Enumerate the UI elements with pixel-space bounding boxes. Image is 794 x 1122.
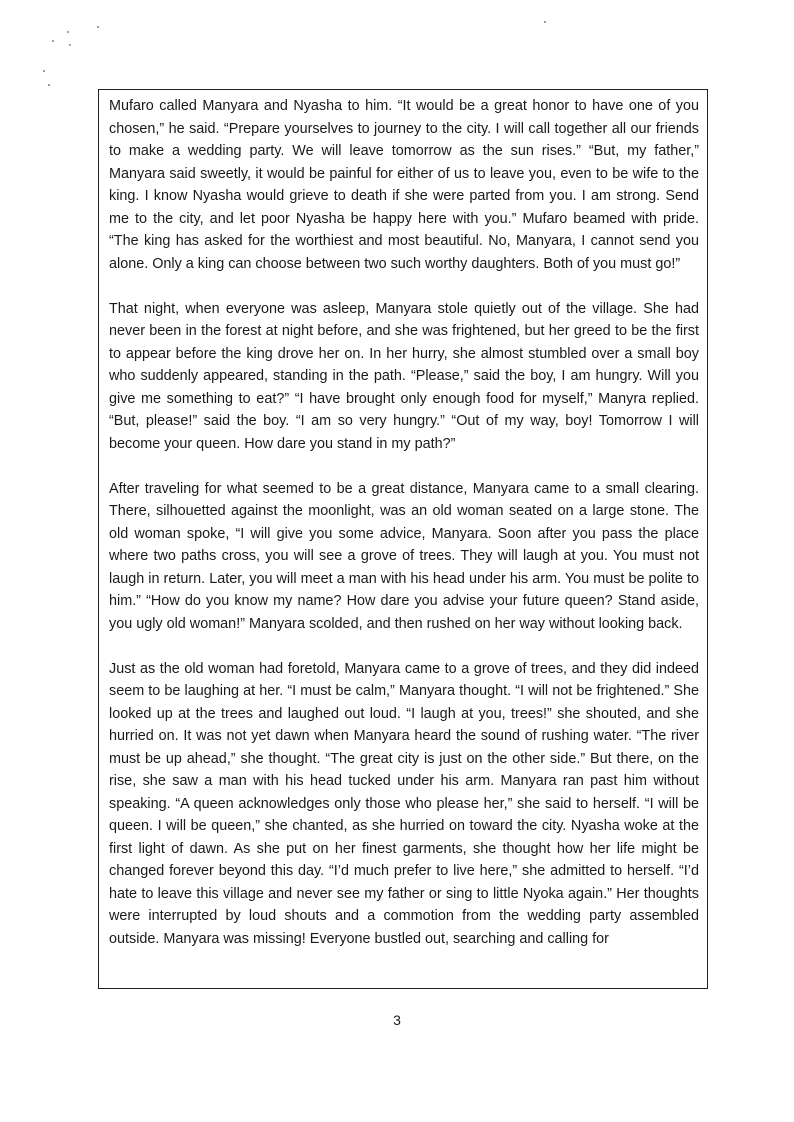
scan-speck xyxy=(43,70,45,72)
paragraph: After traveling for what seemed to be a great distance, Manyara came to a small clearing. There, silhouetted against the moonlight, was an old woman seated on a large stone. The old woman spoke, “I will give you some advice, Manyara. Soon after you pass the place where two paths cross, you will see a grove of trees. They will laugh at you. You must not laugh in return. Later, you will meet a man with his head under his arm. You must be polite to him.” “How do you know my name? How dare you advise your future queen? Stand aside, you ugly old woman!” Manyara scolded, and then rushed on her way without looking back. xyxy=(109,480,699,632)
paragraph: Mufaro called Manyara and Nyasha to him. “It would be a great honor to have one of you chosen,” he said. “Prepare yourselves to journey to the city. I will call together all our friends to make a wedding party. We will leave tomorrow as the sun rises.” “But, my father,” Manyara said sweetly, it would be painful for either of us to leave you, even to be wife to the king. I know Nyasha would grieve to death if she were parted from you. I am strong. Send me to the city, and let poor Nyasha be happy here with you.” Mufaro beamed with pride. “The king has asked for the worthiest and most beautiful. No, Manyara, I cannot send you alone. Only a king can choose between two such worthy daughters. Both of you must go!” xyxy=(109,98,699,272)
paragraph: That night, when everyone was asleep, Manyara stole quietly out of the village. She had never been in the forest at night before, and she was frightened, but her greed to be the first to appear before the king drove her on. In her hurry, she almost stumbled over a small boy who suddenly appeared, standing in the path. “Please,” said the boy, I am hungry. Will you give me something to eat?” “I have brought only enough food for myself,” Manyra replied. “But, please!” said the boy. “I am so very hungry.” “Out of my way, boy! Tomorrow I will become your queen. How dare you stand in my path?” xyxy=(109,300,699,452)
scan-speck xyxy=(52,40,54,42)
paragraph: Just as the old woman had foretold, Manyara came to a grove of trees, and they did indeed seem to be laughing at her. “I must be calm,” Manyara thought. “I will not be frightened.” She looked up at the trees and laughed out loud. “I laugh at you, trees!” she shouted, and she hurried on. It was not yet dawn when Manyara heard the sound of rushing water. “The river must be up ahead,” she thought. “The great city is just on the other side.” But there, on the rise, she saw a man with his head tucked under his arm. Manyara ran past him without speaking. “A queen acknowledges only those who please her,” she said to herself. “I will be queen. I will be queen,” she chanted, as she hurried on toward the city. Nyasha woke at the first light of dawn. As she put on her finest garments, she thought how her life might be changed forever beyond this day. “I’d much prefer to live here,” she admitted to herself. “I’d hate to leave this village and never see my father or sing to little Nyoka again.” Her thoughts were interrupted by loud shouts and a commotion from the wedding party assembled outside. Manyara was missing! Everyone bustled out, searching and calling for xyxy=(109,660,699,947)
page-number: 3 xyxy=(393,1012,401,1028)
scan-speck xyxy=(544,21,546,23)
scan-speck xyxy=(48,84,50,86)
scan-speck xyxy=(69,44,71,46)
scan-speck xyxy=(97,26,99,28)
scan-speck xyxy=(67,31,69,33)
story-text-box xyxy=(98,89,708,989)
